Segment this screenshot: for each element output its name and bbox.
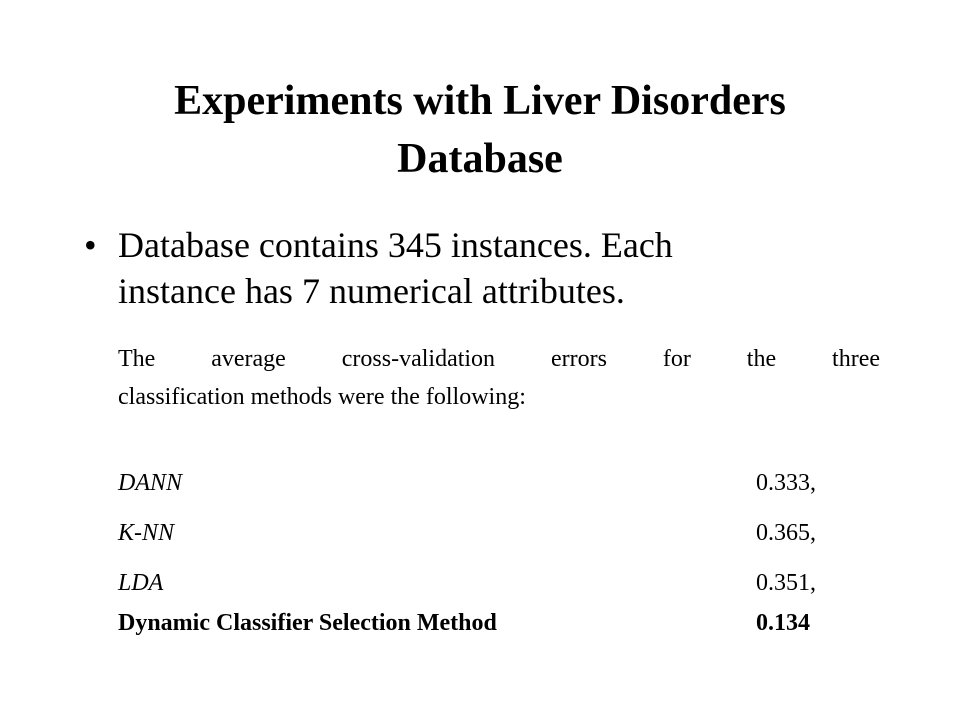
result-value: 0.351, (756, 570, 816, 596)
slide-title-line-1: Experiments with Liver Disorders (174, 78, 786, 124)
slide-title (80, 72, 880, 188)
result-value: 0.134 (756, 610, 810, 636)
result-method: DANN (118, 470, 183, 496)
result-method: LDA (118, 570, 164, 596)
description-line-2: classification methods were the following: (118, 384, 526, 410)
result-row-knn (118, 515, 880, 551)
result-method: K-NN (118, 520, 175, 546)
description-paragraph (118, 340, 880, 416)
slide-title-line-2: Database (397, 136, 563, 182)
bullet-icon: • (84, 225, 97, 265)
result-row-lda (118, 565, 880, 601)
result-value: 0.333, (756, 470, 816, 496)
result-method: Dynamic Classifier Selection Method (118, 610, 497, 636)
bullet-text-line-1: Database contains 345 instances. Each (118, 225, 673, 265)
result-value: 0.365, (756, 520, 816, 546)
bullet-text-line-2: instance has 7 numerical attributes. (118, 271, 625, 311)
description-line-1: The average cross-validation errors for the three (118, 346, 880, 372)
result-row-dynamic-classifier (118, 605, 880, 641)
bullet-text (118, 222, 878, 314)
result-row-dann (118, 465, 880, 501)
